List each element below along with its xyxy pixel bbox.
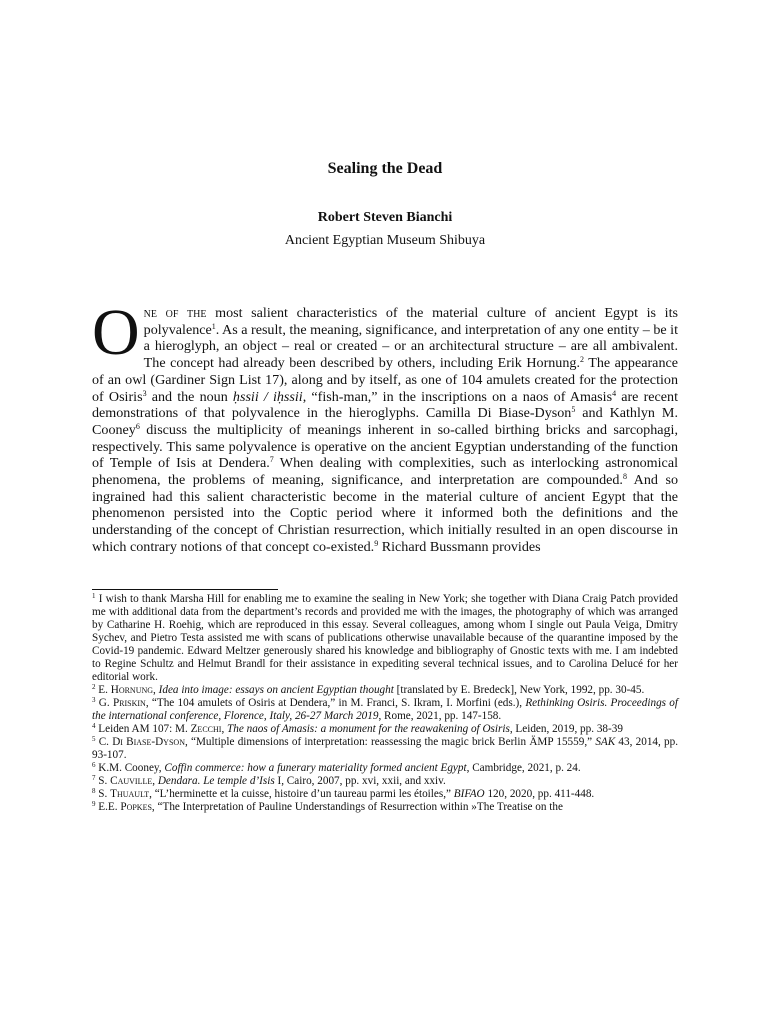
footnote-text: , Leiden, 2019, pp. 38-39	[509, 723, 623, 735]
footnote-author: Hornung	[110, 684, 154, 696]
body-text: discuss the multiplicity of meanings inherent in so-called birthing bricks and sarcophagi, respectively. This same polyvalence is operative on the ancient Egyptian understanding of the function of Temple of Isis at Dendera.	[92, 421, 678, 472]
lead-in: ne of the	[143, 305, 207, 321]
footnote-number: 4	[92, 722, 96, 730]
footnote-number: 9	[92, 800, 96, 808]
footnote-text: K.M. Cooney,	[95, 762, 165, 774]
footnote-text: ,	[153, 684, 159, 696]
body-paragraph	[92, 296, 678, 556]
footnote-ref: 9	[374, 538, 379, 548]
body-text: Richard Bussmann provides	[378, 538, 541, 555]
footnote-text: , Rome, 2021, pp. 147-158.	[378, 710, 502, 722]
footnote-author: Zecchi	[190, 723, 222, 735]
body-italic: ḥssii / iḥssii	[232, 388, 303, 405]
footnote-text: C.	[95, 736, 113, 748]
footnote-text: , Cambridge, 2021, p. 24.	[466, 762, 581, 774]
footnote-text: , “L’herminette et la cuisse, histoire d’un taureau parmi les étoiles,”	[149, 788, 454, 800]
footnote-work-title: Coffin commerce: how a funerary materiality formed ancient Egypt	[164, 762, 467, 774]
footnote-number: 3	[92, 696, 96, 704]
footnote-text: 43, 2014, pp. 93-107.	[92, 736, 678, 761]
footnote-author: Cauville	[110, 775, 153, 787]
footnote-work-title: BIFAO	[453, 788, 485, 800]
body-text: When dealing with complexities, such as interlocking astronomical phenomena, the problems of meaning, significance, and interpretation are compounded.	[92, 455, 678, 489]
footnote-ref: 7	[269, 455, 274, 465]
footnote-2	[92, 684, 678, 697]
footnote-author: Di Biase-Dyson	[112, 736, 185, 748]
footnote-number: 8	[92, 787, 96, 795]
footnote-text: , “Multiple dimensions of interpretation: reassessing the magic brick Berlin ÄMP 15559,”	[184, 736, 596, 748]
footnote-3	[92, 697, 678, 723]
footnote-text: G.	[95, 697, 113, 709]
footnote-text: [translated by E. Bredeck], New York, 1992, pp. 30-45.	[393, 684, 645, 696]
footnote-work-title: SAK	[595, 736, 616, 748]
footnote-text: ,	[152, 775, 158, 787]
footnote-work-title: The naos of Amasis: a monument for the reawakening of Osiris	[227, 723, 510, 735]
footnote-work-title: Rethinking Osiris. Proceedings of the international conference, Florence, Italy, 26-27 March 2019	[92, 697, 678, 722]
footnote-number: 2	[92, 683, 96, 691]
footnote-ref: 6	[135, 421, 140, 431]
footnote-ref: 3	[142, 388, 147, 398]
footnote-ref: 5	[571, 405, 576, 415]
body-text: and the noun	[146, 388, 233, 405]
footnote-8	[92, 788, 678, 801]
drop-cap: O	[92, 296, 140, 369]
footnote-1	[92, 593, 678, 684]
footnote-author: Popkes	[120, 801, 152, 813]
footnote-5	[92, 736, 678, 762]
footnote-text: ,	[221, 723, 228, 735]
footnote-text: , “The Interpretation of Pauline Understandings of Resurrection within »The Treatise on the	[151, 801, 563, 813]
footnote-number: 5	[92, 735, 96, 743]
footnote-7	[92, 775, 678, 788]
body-text: And so ingrained had this salient characteristic become in the material culture of ancient Egypt that the phenomenon persisted into the Coptic period where it informed both the definitions and the understanding of the concept of Christian resurrection, which initially resulted in an open discourse in which contrary notions of that concept co-existed.	[92, 472, 678, 555]
footnote-6	[92, 762, 678, 775]
footnote-text: E.	[95, 684, 111, 696]
footnote-work-title: Idea into image: essays on ancient Egyptian thought	[158, 684, 394, 696]
footnote-text: I, Cairo, 2007, pp. xvi, xxii, and xxiv.	[274, 775, 446, 787]
footnotes	[92, 593, 678, 814]
footnote-number: 7	[92, 774, 96, 782]
footnote-text: S.	[95, 775, 111, 787]
footnote-author: Thuault	[110, 788, 150, 800]
footnote-text: S.	[95, 788, 111, 800]
footnote-text: 120, 2020, pp. 411-448.	[484, 788, 595, 800]
body-text: , “fish-man,” in the inscriptions on a naos of Amasis	[302, 388, 613, 405]
footnote-9	[92, 801, 678, 814]
author-name: Robert Steven Bianchi	[317, 210, 453, 225]
body-text: are recent demonstrations of that polyvalence in the hieroglyphs. Camilla Di Biase-Dyson	[92, 388, 678, 422]
footnote-ref: 4	[612, 388, 617, 398]
footnote-work-title: Dendara. Le temple d’Isis	[157, 775, 275, 787]
footnote-ref: 2	[579, 355, 584, 365]
footnote-number: 6	[92, 761, 96, 769]
body-text: most salient characteristics of the material culture of ancient Egypt is its polyvalence	[143, 305, 678, 338]
footnote-author: Priskin	[112, 697, 146, 709]
author-affiliation: Ancient Egyptian Museum Shibuya	[284, 233, 486, 248]
footnote-separator	[92, 589, 278, 590]
footnote-4	[92, 723, 678, 736]
footnote-text: , “The 104 amulets of Osiris at Dendera,” in M. Franci, S. Ikram, I. Morfini (eds.),	[145, 697, 526, 709]
footnote-number: 1	[92, 592, 96, 600]
footnote-text: E.E.	[95, 801, 121, 813]
footnote-ref: 1	[211, 321, 216, 331]
paper-title: Sealing the Dead	[327, 160, 443, 177]
body-text: and Kathlyn M. Cooney	[92, 405, 678, 438]
body-text: The appearance of an owl (Gardiner Sign List 17), along and by itself, as one of 104 amulets created for the protection of Osiris	[92, 355, 678, 405]
footnote-ref: 8	[622, 472, 627, 482]
footnote-text: I wish to thank Marsha Hill for enabling me to examine the sealing in New York; she together with Diana Craig Patch provided me with additional data from the department’s records and provided me with the images, the photography of which was arranged by Catharine H. Roehig, which are reproduced in this essay. Several colleagues, among whom I single out Paula Veiga, Dmitry Sychev, and Pietro Testa assisted me with scans of publications otherwise unavailable because of the quarantine imposed by the Covid-19 pandemic. Edward Meltzer generously shared his knowledge and bibliography of Gnostic texts with me. I am indebted to Regine Schultz and Helmut Brandl for their assistance in expediting several technical issues, and to Carolina Delucé for her editorial work.	[92, 593, 678, 683]
body-text: . As a result, the meaning, significance, and interpretation of any one entity – be it a hieroglyph, an object – real or created – or an architectural structure – are all ambivalent. The concept had already been described by others, including Erik Hornung.	[143, 321, 678, 372]
footnote-text: Leiden AM 107: M.	[95, 723, 191, 735]
